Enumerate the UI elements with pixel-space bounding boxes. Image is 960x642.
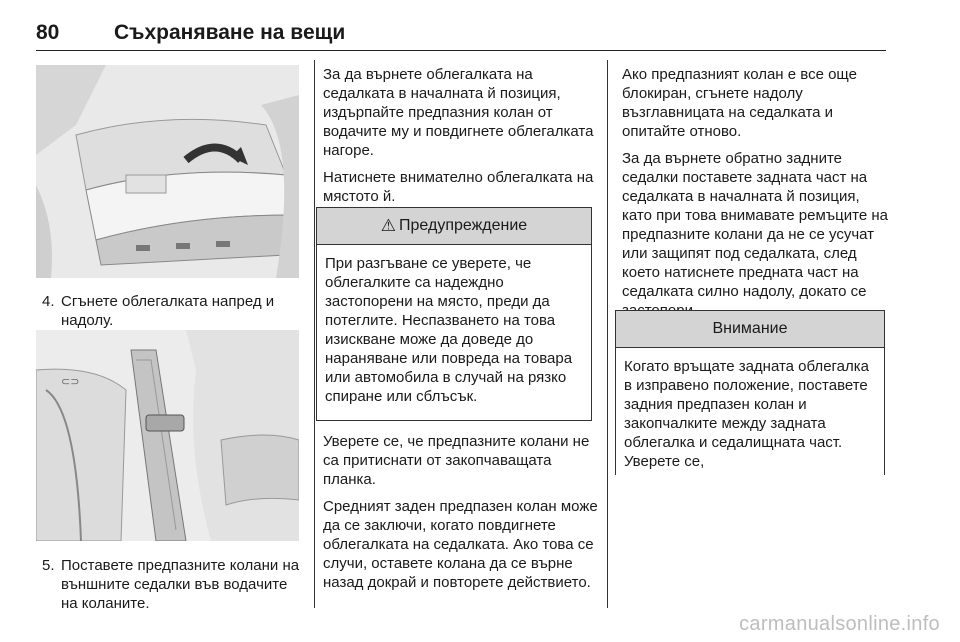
notice-box: [615, 310, 885, 475]
paragraph: Ако предпазният колан е все още блокиран, сгънете надолу възглавницата на седалката и опитайте отново.: [622, 66, 857, 140]
paragraph: Натиснете внимателно облегалката на мястото й.: [323, 169, 594, 205]
step-number: 5.: [42, 557, 55, 574]
warning-triangle-icon: ⚠: [380, 216, 397, 235]
page-header: [36, 21, 886, 51]
paragraph: Средният заден предпазен колан може да се заключи, когато повдигнете облегалката на седалката. Ако това се случи, оставете колана да се върне назад докрай и повторете действието.: [323, 498, 598, 591]
notice-body: Когато връщате задната облегалка в изправено положение, поставете задния предпазен колан и закопчалките между задната облегалка и седалищната част. Уверете се,: [624, 358, 870, 470]
paragraph: Уверете се, че предпазните колани не са притиснати от закопчаващата планка.: [323, 433, 590, 488]
column-divider-left: [314, 60, 315, 608]
right-column: [622, 65, 888, 328]
seat-fold-illustration: [36, 65, 299, 278]
step-number: 4.: [42, 293, 55, 310]
middle-column-bottom: [323, 432, 599, 600]
page-number: 80: [36, 21, 60, 44]
step-4: [42, 292, 302, 330]
warning-body: При разгъване се уверете, че облегалките са надеждно застопорени на място, преди да потеглите. Неспазването на това изискване може да доведе до нараняване или повреда на товара или автомобила в случай на рязко спиране или сблъсък.: [325, 255, 573, 405]
paragraph: За да върнете облегалката на седалката в началната й позиция, издърпайте предпазния колан от водачите му и повдигнете облегалката нагоре.: [323, 66, 594, 159]
warning-title: Предупреждение: [399, 217, 528, 234]
step-text: Поставете предпазните колани на външните седалки във водачите на коланите.: [61, 557, 300, 612]
paragraph: За да върнете обратно задните седалки поставете задната част на седалката в началната й позиция, като при това внимавате ремъците на предпазните колани да не се усучат или защипят под седалката, след което натиснете предната част на седалката силно надолу, докато се: [622, 150, 888, 300]
column-divider-right: [607, 60, 608, 608]
middle-column-top: [323, 65, 599, 214]
warning-box: [316, 207, 592, 421]
warning-header: [317, 208, 591, 245]
page-title: Съхраняване на вещи: [114, 21, 346, 44]
watermark: carmanualsonline.info: [739, 613, 940, 635]
notice-title: Внимание: [712, 320, 788, 337]
step-5: [42, 556, 302, 613]
svg-text:⊂⊃: ⊂⊃: [61, 376, 80, 388]
step-text: Сгънете облегалката напред и надолу.: [61, 293, 275, 329]
notice-header: [616, 311, 884, 348]
belt-guide-illustration: [36, 330, 299, 541]
